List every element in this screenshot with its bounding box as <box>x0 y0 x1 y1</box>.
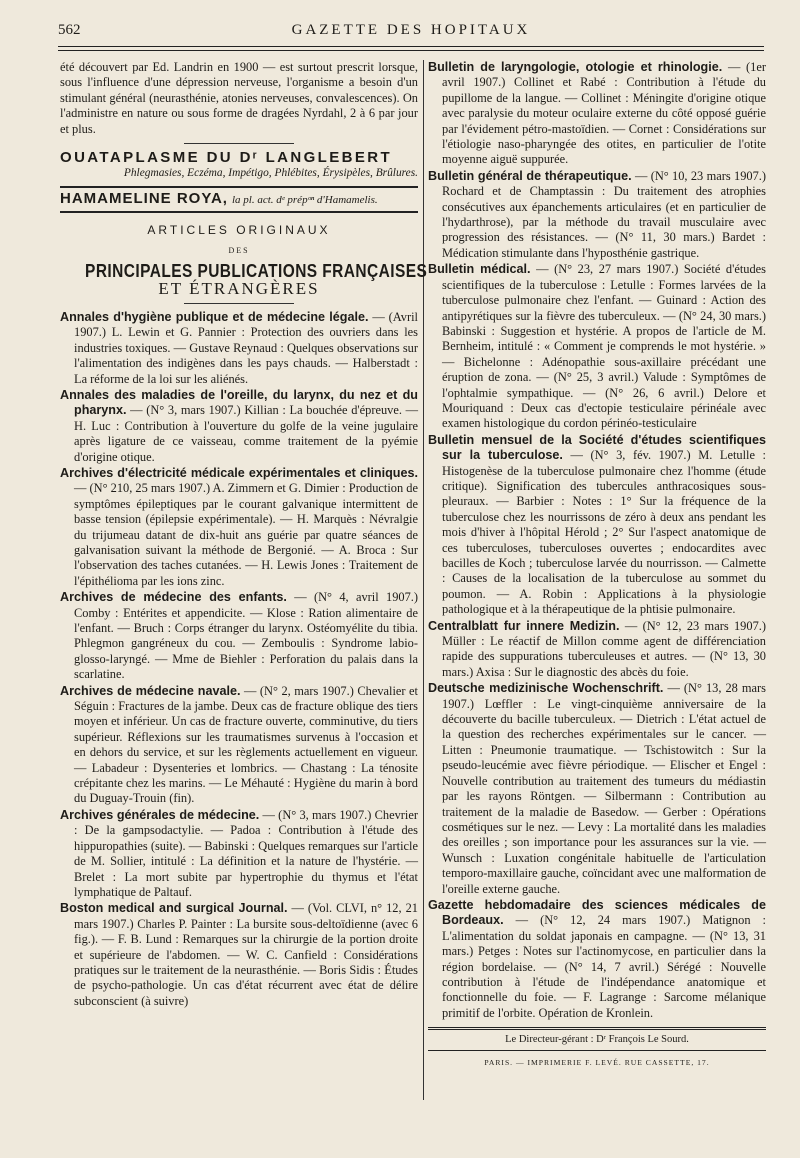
title-rule <box>184 303 294 304</box>
publication-title: Deutsche medizinische Wochenschrift. <box>428 681 664 696</box>
publication-contents: — (Avril 1907.) L. Lewin et G. Pannier : Protection des ouvriers dans les industries toxiques. — Gustave Reynaud : Quelques observations sur l'alimentation des indigènes dans les pays chauds. — Halberstadt : La réforme de la loi sur les aliénés. <box>74 309 418 386</box>
publication-contents: — (N° 210, 25 mars 1907.) A. Zimmern et G. Dimier : Production de symptômes épileptiques par le courant galvanique intermittent de basse tension (épilepsie expérimentale). — H. Marquès : Névralgie du trijumeau datant de dix-huit ans guérie par quatre séances de galvanisation suivant la méthode de Bergonié. — A. Broca : Sur l'observation des taches cutanées. — H. Lewis Jones : Traitement de l'épithélioma par les ions zinc. <box>74 481 418 588</box>
publication-title: Archives générales de médecine. <box>60 807 260 822</box>
section-heading: ARTICLES ORIGINAUX <box>147 223 331 238</box>
publication-entry <box>428 169 766 261</box>
publication-title: Centralblatt fur innere Medizin. <box>428 618 620 633</box>
publication-entry <box>60 310 418 387</box>
ad-hamameline <box>60 186 418 213</box>
running-title: GAZETTE DES HOPITAUX <box>291 22 531 38</box>
publication-title: Annales d'hygiène publique et de médecine légale. <box>60 309 369 324</box>
header-rule-double <box>58 50 764 51</box>
column-divider <box>423 60 424 1100</box>
publication-contents: — (Vol. CLVI, n° 12, 21 mars 1907.) Charles P. Painter : La bursite sous-deltoïdienne (avec 6 fig.). — F. B. Lund : Remarques sur la chirurgie de la portion droite et supérieure de l'abdomen. — W. C. Canfield : Considérations pratiques sur le traitement de la neurasthénie. — Boris Sidis : Études de psycho-pathologie. Un cas d'état récurrent avec état de délire subconscient (à suivre) <box>74 901 418 1008</box>
publication-title: Archives de médecine navale. <box>60 683 241 698</box>
ad-ouataplasme-indications: Phlegmasies, Eczéma, Impétigo, Phlébites, Érysipèles, Brûlures. <box>123 167 418 180</box>
publication-entry <box>428 619 766 681</box>
publication-entry <box>60 590 418 682</box>
publication-contents: — (N° 3, fév. 1907.) M. Letulle : Histogenèse de la tuberculose pulmonaire chez l'homme (étude critique). Signification des tubercules anthracosiques sous-pleuraux. — Barbier : Notes : 1° Sur la fréquence de la tuberculose chez les nourrissons de zéro à deux ans pendant les mois d'hiver à l'hôpital Hérold ; 2° Sur l'aspect anatomique de ces tuberculoses, tuberculoses ouvertes ; endocardites avec bacilles de Koch ; tuberculose larvée du nourrisson. — Calmette : Causes de la localisation de la tuberculose au sommet du poumon. — A. Robin : Applications à la physiologie pathologique et à la thérapeutique de la phtisie pulmonaire. <box>442 448 766 617</box>
page-number: 562 <box>58 22 81 38</box>
publication-entry <box>428 433 766 618</box>
publication-entry <box>428 898 766 1021</box>
publication-entry <box>60 901 418 1009</box>
section-title: PRINCIPALES PUBLICATIONS FRANÇAISES <box>85 261 428 282</box>
director-line: Le Directeur-gérant : Dʳ François Le Sourd. <box>428 1027 766 1050</box>
publication-entry <box>428 681 766 897</box>
ad-ouataplasme: OUATAPLASME DU Dʳ LANGLEBERT <box>60 149 393 167</box>
publication-title: Bulletin général de thérapeutique. <box>428 168 632 183</box>
publication-title: Boston medical and surgical Journal. <box>60 901 288 916</box>
header-rule <box>58 46 764 47</box>
publication-contents: — (N° 2, mars 1907.) Chevalier et Séguin : Fractures de la jambe. Deux cas de fracture oblique des tiers moyen et inférieur. Un cas de fracture ouverte, comminutive, du tiers supérieur. Réflexions sur les traumatismes survenus à l'occasion et en dehors du service, et sur les règlements actuellement en vigueur. — Labadeur : Dysenteries et lombrics. — Chastang : La ténosite crépitante chez les marins. — Le Méhauté : Hygiène du marin à bord du Duguay-Trouin (fin). <box>74 683 418 806</box>
publication-contents: — (N° 12, 23 mars 1907.) Müller : Le réactif de Millon comme agent de différenciation rapide des suppurations tuberculeuses et autres. — (N° 13, 30 mars.) Axisa : Sur le diagnostic des abcès du foie. <box>442 618 766 679</box>
publication-contents: — (N° 23, 27 mars 1907.) Société d'études scientifiques de la tuberculose : Letulle : Formes larvées de la tuberculose pulmonaire chez l'enfant. — Guinard : Action des antipyrétiques sur la fièvre des tuberculeux. — (N° 24, 30 mars.) Babinski : Suggestion et hystérie. A propos de l'article de M. Bernheim, intitulé : « Comment je comprends le mot hystérie. » — Bichelonne : Adénopathie sous-axillaire précédant une éruption de zona. — (N° 25, 3 avril.) Valude : Symptômes de l'ophtalmie sympathique. — (N° 26, 6 avril.) Delore et Mouriquand : Deux cas d'ectopie testiculaire périnéale avec examen histologique du cordon périnéo-testiculaire <box>442 262 766 431</box>
publication-entry <box>60 388 418 465</box>
publication-contents: — (N° 10, 23 mars 1907.) Rochard et de Champtassin : Du traitement des atrophies consécutives aux épanchements articulaires (et en particulier de l'hydarthrose), par la méthode du travail musculaire avec progression des résistances. — (N° 11, 30 mars.) Bardet : Médication stimulante dans l'hyposthénie gastrique. <box>442 168 767 260</box>
publication-title: Archives d'électricité médicale expérimentales et cliniques. <box>60 465 418 480</box>
publication-entry <box>60 466 418 589</box>
publication-contents: — (N° 12, 24 mars 1907.) Matignon : L'alimentation du soldat japonais en campagne. — (N° 13, 31 mars.) Petges : Notes sur l'actinomycose, en particulier dans la région bordelaise. — (N° 14, 7 avril.) Sérégé : Nouvelle contribution à l'étude de l'indépendance anatomique et fonctionnelle du foie. — F. Lagrange : Sarcome mélanique primitif de l'orbite. Opération de Kronlein. <box>442 913 766 1020</box>
left-column <box>60 60 428 1010</box>
section-des: DES <box>228 245 250 255</box>
ad-hamameline-name: HAMAMELINE ROYA, <box>60 189 228 207</box>
publication-entry <box>428 60 766 168</box>
publication-title: Gazette hebdomadaire des sciences médicales de Bordeaux. <box>428 897 766 928</box>
right-column <box>428 60 766 1070</box>
publication-title: Bulletin mensuel de la Société d'études scientifiques sur la tuberculose. <box>428 432 766 463</box>
publication-entry <box>60 684 418 807</box>
ad-hamameline-desc: la pl. act. dᵉ prépᵒⁿ d'Hamamelis. <box>231 193 378 206</box>
left-publication-list <box>60 310 418 1009</box>
publication-title: Bulletin médical. <box>428 262 531 277</box>
publication-title: Annales des maladies de l'oreille, du larynx, du nez et du pharynx. <box>60 387 418 418</box>
separator <box>184 143 294 144</box>
publication-entry <box>428 262 766 431</box>
publication-contents: — (N° 3, mars 1907.) Chevrier : De la gampsodactylie. — Padoa : Contribution à l'étude des hippuropathies (suite). — Babinski : Quelques remarques sur l'article de M. Sollier, intitulé : La définition et la nature de l'hystérie. — Brelet : La mort subite par hypertrophie du thymus et l'état lymphatique de Paltauf. <box>74 807 418 899</box>
publication-contents: — (N° 13, 28 mars 1907.) Lœffler : Le vingt-cinquième anniversaire de la découverte du bacille tuberculeux. — Dietrich : L'état actuel de la question des recherches expérimentales sur le cancer. — Litten : Pneumonie traumatique. — Tschistowitch : Sur la pseudo-leucémie avec fièvre périodique. — Elischer et Engel : Nouvelle contribution au traitement des tumeurs du médiastin par les rayons Röntgen. — Silbermann : Contribution au traitement de la maladie de Basedow. — Gerber : Opérations cosmétiques sur le nez. — Levy : La mortalité dans les maladies des oreilles ; son importance pour les assurances sur la vie. — Wunsch : Luxation congénitale habituelle de l'articulation temporo-maxillaire gauche, coïncidant avec une malformation de l'oreille externe gauche. <box>442 681 766 896</box>
section-subtitle: ET ÉTRANGÈRES <box>158 279 320 299</box>
publication-title: Archives de médecine des enfants. <box>60 590 287 605</box>
page-footer <box>428 1027 766 1070</box>
publication-entry <box>60 808 418 900</box>
publication-title: Bulletin de laryngologie, otologie et rhinologie. <box>428 60 723 74</box>
right-publication-list <box>428 60 766 1021</box>
printer-line: PARIS. — IMPRIMERIE F. LEVÉ. RUE CASSETTE, 17. <box>484 1057 710 1067</box>
intro-paragraph: été découvert par Ed. Landrin en 1900 — est surtout prescrit lorsque, sous l'influence d'une dépression nerveuse, l'organisme a besoin d'un stimulant général (neurasthénie, atonies nerveuses, convalescences). On l'administre en nature ou sous forme de dragées Nyrdahl, 2 à 6 par jour et plus. <box>60 60 418 136</box>
publication-contents: — (N° 3, mars 1907.) Killian : La bouchée d'épreuve. — H. Luc : Contribution à l'ouverture du golfe de la veine jugulaire après ligature de ce vaisseau, comme traitement de la pyémie d'origine otique. <box>74 403 418 464</box>
publication-contents: — (N° 4, avril 1907.) Comby : Entérites et appendicite. — Klose : Ration alimentaire de l'enfant. — Bruch : Corps étranger du larynx. Ostéomyélite du tibia. Phlegmon gangréneux du cou. — Zemboulis : Syndrome labio-glosso-laryngé. — Mme de Biehler : Perforation du palais dans la scarlatine. <box>74 590 418 682</box>
publication-contents: — (1er avril 1907.) Collinet et Rabé : Contribution à l'étude du pupillome de la langue. — Collinet : Méningite d'origine otique avec paralysie du moteur oculaire externe du côté opposé guérie par l'évidement pétro-mastoïdien. — Cornet : Considérations sur l'étiologie naso-pharyngée des otites, en particulier de l'otite moyenne aiguë suppurée. <box>442 60 766 167</box>
